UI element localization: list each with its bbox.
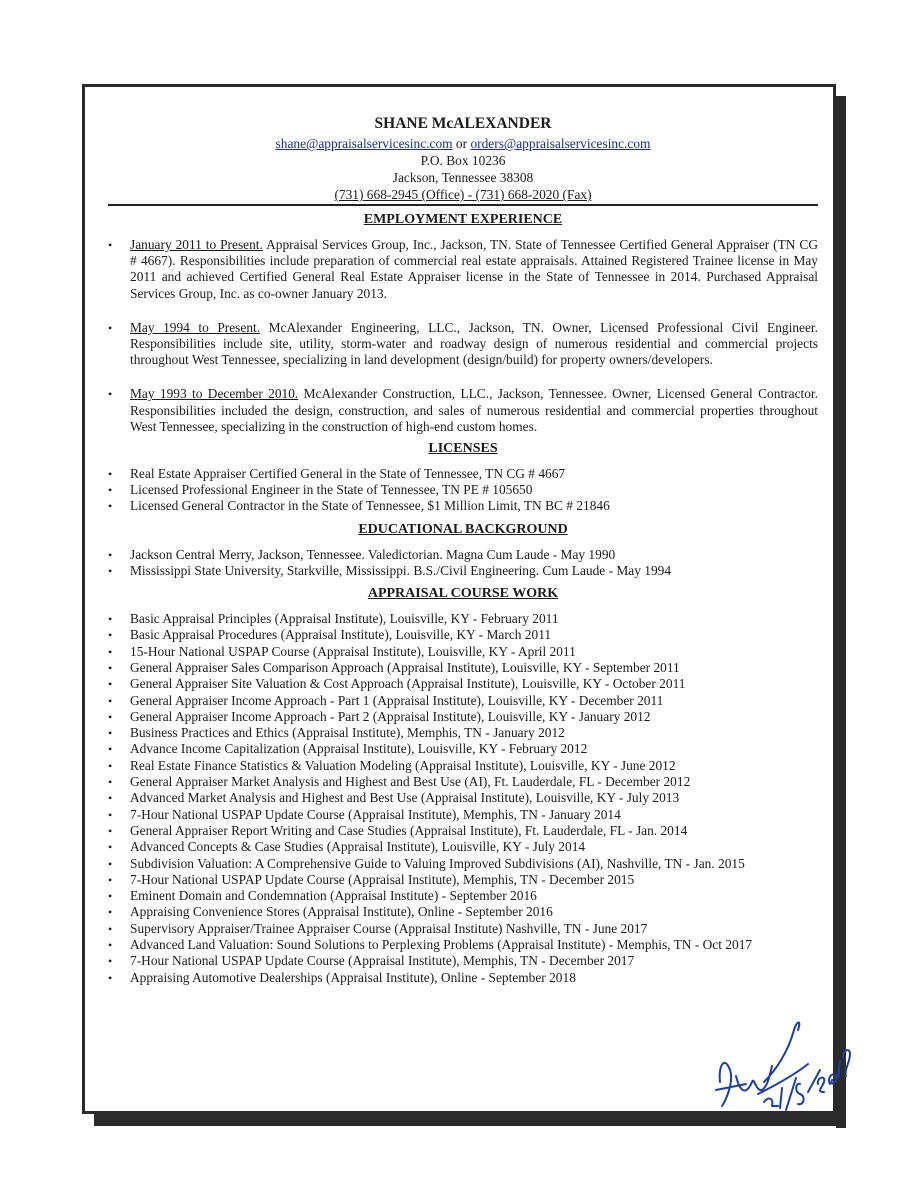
list-item: • Jackson Central Merry, Jackson, Tennessee. Valedictorian. Magna Cum Laude - May 1990: [108, 547, 818, 563]
section-title-coursework: APPRAISAL COURSE WORK: [367, 586, 559, 602]
employment-item: [108, 386, 818, 435]
list-item: • 7-Hour National USPAP Update Course (Appraisal Institute), Memphis, TN - December 2017: [108, 953, 818, 969]
list-item: • Advanced Market Analysis and Highest and Best Use (Appraisal Institute), Louisville, KY - July 2013: [108, 790, 818, 806]
po-box: P.O. Box 10236: [420, 153, 506, 168]
list-item: • Basic Appraisal Procedures (Appraisal Institute), Louisville, KY - March 2011: [108, 627, 818, 643]
list-item: • Basic Appraisal Principles (Appraisal Institute), Louisville, KY - February 2011: [108, 611, 818, 627]
section-title-licenses: LICENSES: [428, 441, 498, 457]
list-item: • Advance Income Capitalization (Appraisal Institute), Louisville, KY - February 2012: [108, 741, 818, 757]
list-item: • General Appraiser Income Approach - Part 2 (Appraisal Institute), Louisville, KY - January 2012: [108, 709, 818, 725]
candidate-name: SHANE McALEXANDER: [374, 115, 552, 132]
employment-item: [108, 320, 818, 369]
page-shadow: [836, 96, 846, 1128]
coursework-list: [108, 611, 818, 986]
list-item: • Supervisory Appraiser/Trainee Appraiser Course (Appraisal Institute) Nashville, TN - June 2017: [108, 921, 818, 937]
header-divider: [108, 204, 818, 206]
employment-item: [108, 237, 818, 302]
city-state: Jackson, Tennessee 38308: [392, 170, 534, 185]
list-item: • Advanced Land Valuation: Sound Solutions to Perplexing Problems (Appraisal Institute) - Memphis, TN - Oct 2017: [108, 937, 818, 953]
list-item: • Appraising Convenience Stores (Appraisal Institute), Online - September 2016: [108, 904, 818, 920]
list-item: • General Appraiser Report Writing and Case Studies (Appraisal Institute), Ft. Lauderdale, FL - Jan. 2014: [108, 823, 818, 839]
list-item: • General Appraiser Income Approach - Part 1 (Appraisal Institute), Louisville, KY - December 2011: [108, 693, 818, 709]
list-item: • Advanced Concepts & Case Studies (Appraisal Institute), Louisville, KY - July 2014: [108, 839, 818, 855]
list-item: • 7-Hour National USPAP Update Course (Appraisal Institute), Memphis, TN - December 2015: [108, 872, 818, 888]
list-item: • General Appraiser Sales Comparison Approach (Appraisal Institute), Louisville, KY - September 2011: [108, 660, 818, 676]
employment-description: Appraisal Services Group, Inc., Jackson, TN. State of Tennessee Certified General Appraiser (TN CG # 4667). Responsibilities include preparation of commercial real estate appraisals. Attained Registered Trainee license in May 2011 and achieved Certified General Real Estate Appraiser license in the State of Tennessee in 2014. Purchased Appraisal Services Group, Inc. as co-owner January 2013.: [130, 237, 819, 301]
list-item: • Licensed Professional Engineer in the State of Tennessee, TN PE # 105650: [108, 482, 818, 498]
handwritten-signature: [712, 1012, 854, 1118]
resume-content: [108, 114, 818, 986]
list-item: • Subdivision Valuation: A Comprehensive Guide to Valuing Improved Subdivisions (AI), Nashville, TN - Jan. 2015: [108, 856, 818, 872]
list-item: • Mississippi State University, Starkville, Mississippi. B.S./Civil Engineering. Cum Laude - May 1994: [108, 563, 818, 579]
list-item: • General Appraiser Site Valuation & Cost Approach (Appraisal Institute), Louisville, KY - October 2011: [108, 676, 818, 692]
resume-header: [108, 114, 818, 203]
list-item: • 15-Hour National USPAP Course (Appraisal Institute), Louisville, KY - April 2011: [108, 644, 818, 660]
email-separator: or: [452, 136, 471, 151]
email-link-primary[interactable]: shane@appraisalservicesinc.com: [275, 136, 453, 151]
list-item: • General Appraiser Market Analysis and Highest and Best Use (AI), Ft. Lauderdale, FL - December 2012: [108, 774, 818, 790]
employment-date: January 2011 to Present.: [130, 237, 263, 252]
phone-fax: (731) 668-2945 (Office) - (731) 668-2020 (Fax): [334, 187, 592, 202]
list-item: • Licensed General Contractor in the State of Tennessee, $1 Million Limit, TN BC # 21846: [108, 498, 818, 514]
licenses-list: [108, 466, 818, 515]
list-item: • Real Estate Finance Statistics & Valuation Modeling (Appraisal Institute), Louisville, KY - June 2012: [108, 758, 818, 774]
employment-list: [108, 237, 818, 435]
list-item: • 7-Hour National USPAP Update Course (Appraisal Institute), Memphis, TN - January 2014: [108, 807, 818, 823]
employment-description: McAlexander Engineering, LLC., Jackson, TN. Owner, Licensed Professional Civil Engineer. Responsibilities include site, utility, storm-water and roadway design of numerous residential and commercial projects throughout West Tennessee, specializing in land development (design/build) for property owners/developers.: [130, 319, 819, 368]
email-link-secondary[interactable]: orders@appraisalservicesinc.com: [470, 136, 651, 151]
list-item: • Business Practices and Ethics (Appraisal Institute), Memphis, TN - January 2012: [108, 725, 818, 741]
section-title-education: EDUCATIONAL BACKGROUND: [358, 521, 568, 537]
employment-date: May 1994 to Present.: [130, 319, 261, 335]
employment-description: McAlexander Construction, LLC., Jackson, Tennessee. Owner, Licensed General Contractor. Responsibilities included the design, construction, and sales of numerous residential and commercial properties throughout West Tennessee, specializing in the construction of high-end custom homes.: [130, 386, 818, 434]
list-item: • Real Estate Appraiser Certified General in the State of Tennessee, TN CG # 4667: [108, 466, 818, 482]
email-line: [108, 135, 818, 152]
list-item: • Eminent Domain and Condemnation (Appraisal Institute) - September 2016: [108, 888, 818, 904]
employment-date: May 1993 to December 2010.: [130, 386, 299, 402]
education-list: [108, 547, 818, 579]
section-title-employment: EMPLOYMENT EXPERIENCE: [363, 212, 563, 227]
list-item: • Appraising Automotive Dealerships (Appraisal Institute), Online - September 2018: [108, 970, 818, 986]
